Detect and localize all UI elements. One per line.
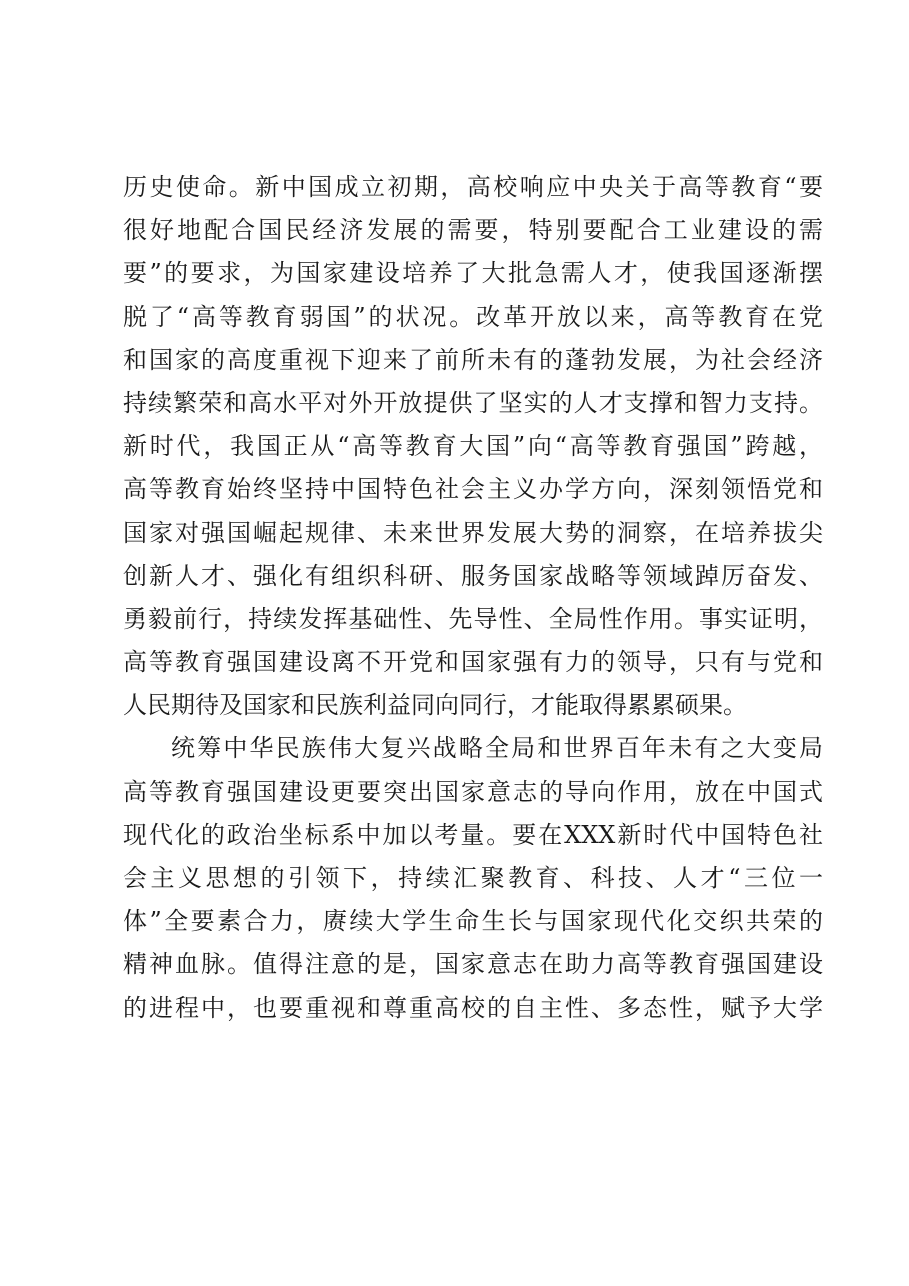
paragraph-1 — [123, 166, 823, 727]
text-line: 高等教育强国建设离不开党和国家强有力的领导，只有与党和 — [123, 648, 823, 677]
document-body — [123, 166, 823, 1030]
text-line: 创新人才、强化有组织科研、服务国家战略等领域踔厉奋发、 — [123, 561, 823, 590]
paragraph-2 — [123, 727, 823, 1029]
text-line: 新时代，我国正从“高等教育大国”向“高等教育强国”跨越， — [123, 432, 823, 461]
text-line: 高等教育强国建设更要突出国家意志的导向作用，放在中国式 — [123, 777, 823, 806]
text-line: 体”全要素合力，赓续大学生命生长与国家现代化交织共荣的 — [123, 907, 823, 936]
text-line: 人民期待及国家和民族利益同向同行，才能取得累累硕果。 — [123, 691, 747, 720]
text-line: 很好地配合国民经济发展的需要，特别要配合工业建设的需 — [123, 216, 823, 245]
text-line: 的进程中，也要重视和尊重高校的自主性、多态性，赋予大学 — [123, 993, 823, 1022]
text-line: 和国家的高度重视下迎来了前所未有的蓬勃发展，为社会经济 — [123, 345, 823, 374]
text-line: 精神血脉。值得注意的是，国家意志在助力高等教育强国建设 — [123, 950, 823, 979]
text-line: 会主义思想的引领下，持续汇聚教育、科技、人才“三位一 — [123, 864, 823, 892]
text-line: 历史使命。新中国成立初期，高校响应中央关于高等教育“要 — [123, 173, 823, 201]
text-line: 统筹中华民族伟大复兴战略全局和世界百年未有之大变局 — [171, 734, 823, 763]
text-line: 高等教育始终坚持中国特色社会主义办学方向，深刻领悟党和 — [123, 475, 823, 504]
text-line: 持续繁荣和高水平对外开放提供了坚实的人才支撑和智力支持。 — [123, 388, 823, 417]
text-line: 要”的要求，为国家建设培养了大批急需人才，使我国逐渐摆 — [123, 259, 823, 288]
text-line: 国家对强国崛起规律、未来世界发展大势的洞察，在培养拔尖 — [123, 518, 823, 547]
text-line: 脱了“高等教育弱国”的状况。改革开放以来，高等教育在党 — [123, 302, 823, 331]
text-line: 现代化的政治坐标系中加以考量。要在XXX新时代中国特色社 — [123, 820, 823, 849]
text-line: 勇毅前行，持续发挥基础性、先导性、全局性作用。事实证明， — [123, 604, 823, 633]
